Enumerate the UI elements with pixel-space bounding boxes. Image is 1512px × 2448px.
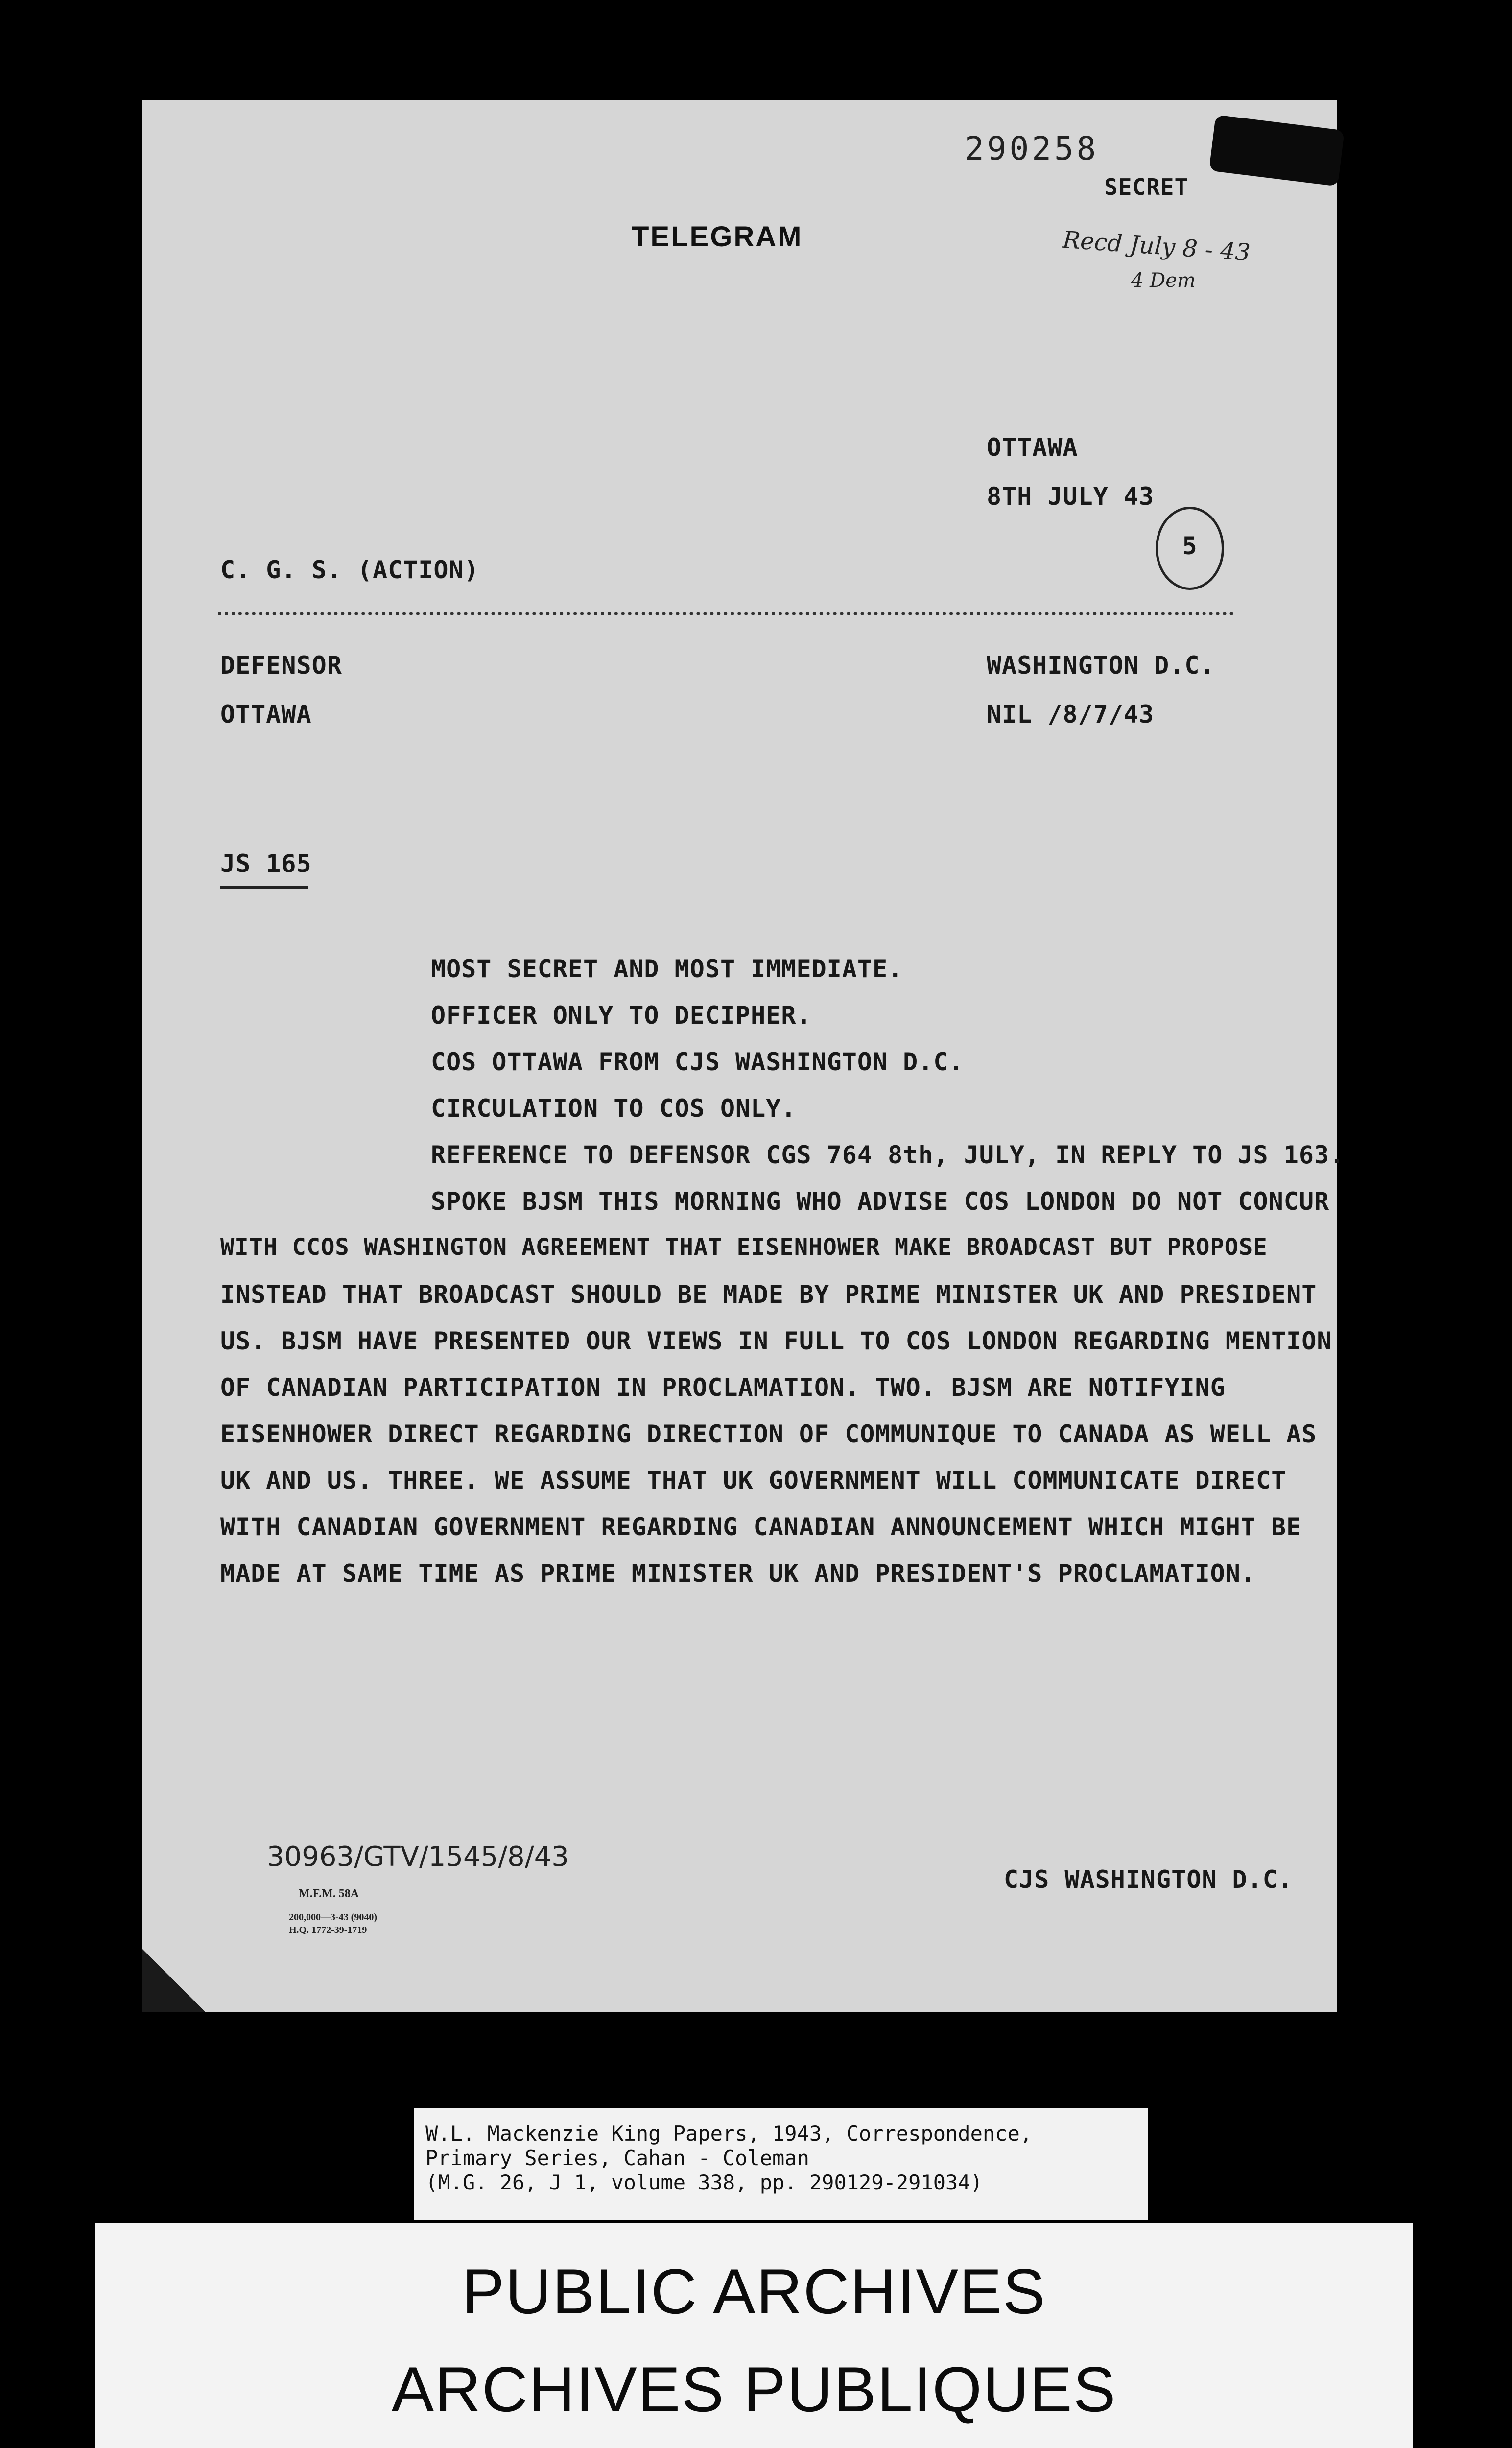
body-line: SPOKE BJSM THIS MORNING WHO ADVISE COS LONDON DO NOT CONCUR: [431, 1187, 1330, 1216]
telegram-page: [142, 100, 1345, 2012]
form-code: M.F.M. 58A: [299, 1887, 359, 1900]
telegram-date: 8TH JULY 43: [987, 482, 1155, 511]
print-run-line: 200,000—3-43 (9040): [289, 1912, 377, 1923]
caption-line: Primary Series, Cahan - Coleman: [425, 2146, 809, 2170]
body-line: OFFICER ONLY TO DECIPHER.: [431, 1001, 812, 1030]
print-run-line: H.Q. 1772-39-1719: [289, 1925, 367, 1935]
handwritten-initials: 4 Dem: [1131, 269, 1196, 292]
telegram-heading: TELEGRAM: [632, 221, 803, 253]
dotted-divider: [218, 612, 1234, 615]
caption-line: (M.G. 26, J 1, volume 338, pp. 290129-291034): [425, 2170, 983, 2194]
archive-stamp: [95, 2223, 1413, 2448]
message-reference: JS 165: [220, 849, 312, 878]
reference-underline: [220, 886, 308, 889]
archive-country: [95, 2438, 1413, 2448]
body-line: CIRCULATION TO COS ONLY.: [431, 1094, 797, 1123]
body-line: UK AND US. THREE. WE ASSUME THAT UK GOVERNMENT WILL COMMUNICATE DIRECT: [220, 1466, 1287, 1495]
origin-reference: NIL /8/7/43: [987, 700, 1155, 729]
redaction-mark: [1209, 115, 1345, 186]
body-line: INSTEAD THAT BROADCAST SHOULD BE MADE BY PRIME MINISTER UK AND PRESIDENT: [220, 1280, 1317, 1309]
body-line: OF CANADIAN PARTICIPATION IN PROCLAMATION. TWO. BJSM ARE NOTIFYING: [220, 1373, 1226, 1402]
body-line: MADE AT SAME TIME AS PRIME MINISTER UK AND PRESIDENT'S PROCLAMATION.: [220, 1559, 1256, 1588]
sender-signature: CJS WASHINGTON D.C.: [1004, 1865, 1293, 1894]
body-line: WITH CCOS WASHINGTON AGREEMENT THAT EISENHOWER MAKE BROADCAST BUT PROPOSE: [220, 1234, 1268, 1261]
body-line: EISENHOWER DIRECT REGARDING DIRECTION OF COMMUNIQUE TO CANADA AS WELL AS: [220, 1420, 1317, 1448]
body-line: WITH CANADIAN GOVERNMENT REGARDING CANADIAN ANNOUNCEMENT WHICH MIGHT BE: [220, 1513, 1302, 1541]
collection-caption: [414, 2108, 1148, 2220]
addressee-city: OTTAWA: [220, 700, 312, 729]
classification-label: SECRET: [1104, 174, 1189, 200]
serial-number: 290258: [965, 130, 1099, 167]
routing-line: C. G. S. (ACTION): [220, 556, 479, 584]
destination-city: OTTAWA: [987, 433, 1078, 462]
archive-name-english: PUBLIC ARCHIVES: [462, 2256, 1046, 2327]
archive-name-french: ARCHIVES PUBLIQUES: [391, 2354, 1117, 2425]
folded-corner: [142, 1949, 206, 2012]
body-line: COS OTTAWA FROM CJS WASHINGTON D.C.: [431, 1048, 964, 1076]
body-line: MOST SECRET AND MOST IMMEDIATE.: [431, 955, 903, 983]
body-line: US. BJSM HAVE PRESENTED OUR VIEWS IN FULL TO COS LONDON REGARDING MENTION: [220, 1327, 1332, 1355]
body-line: REFERENCE TO DEFENSOR CGS 764 8th, JULY, IN REPLY TO JS 163.: [431, 1141, 1345, 1169]
addressee-name: DEFENSOR: [220, 651, 342, 680]
form-number: 30963/GTV/1545/8/43: [267, 1841, 569, 1873]
origin-city: WASHINGTON D.C.: [987, 651, 1215, 680]
circled-number: 5: [1156, 507, 1224, 590]
caption-line: W.L. Mackenzie King Papers, 1943, Correspondence,: [425, 2121, 1033, 2145]
handwritten-receipt-note: Recd July 8 - 43: [1062, 226, 1252, 267]
